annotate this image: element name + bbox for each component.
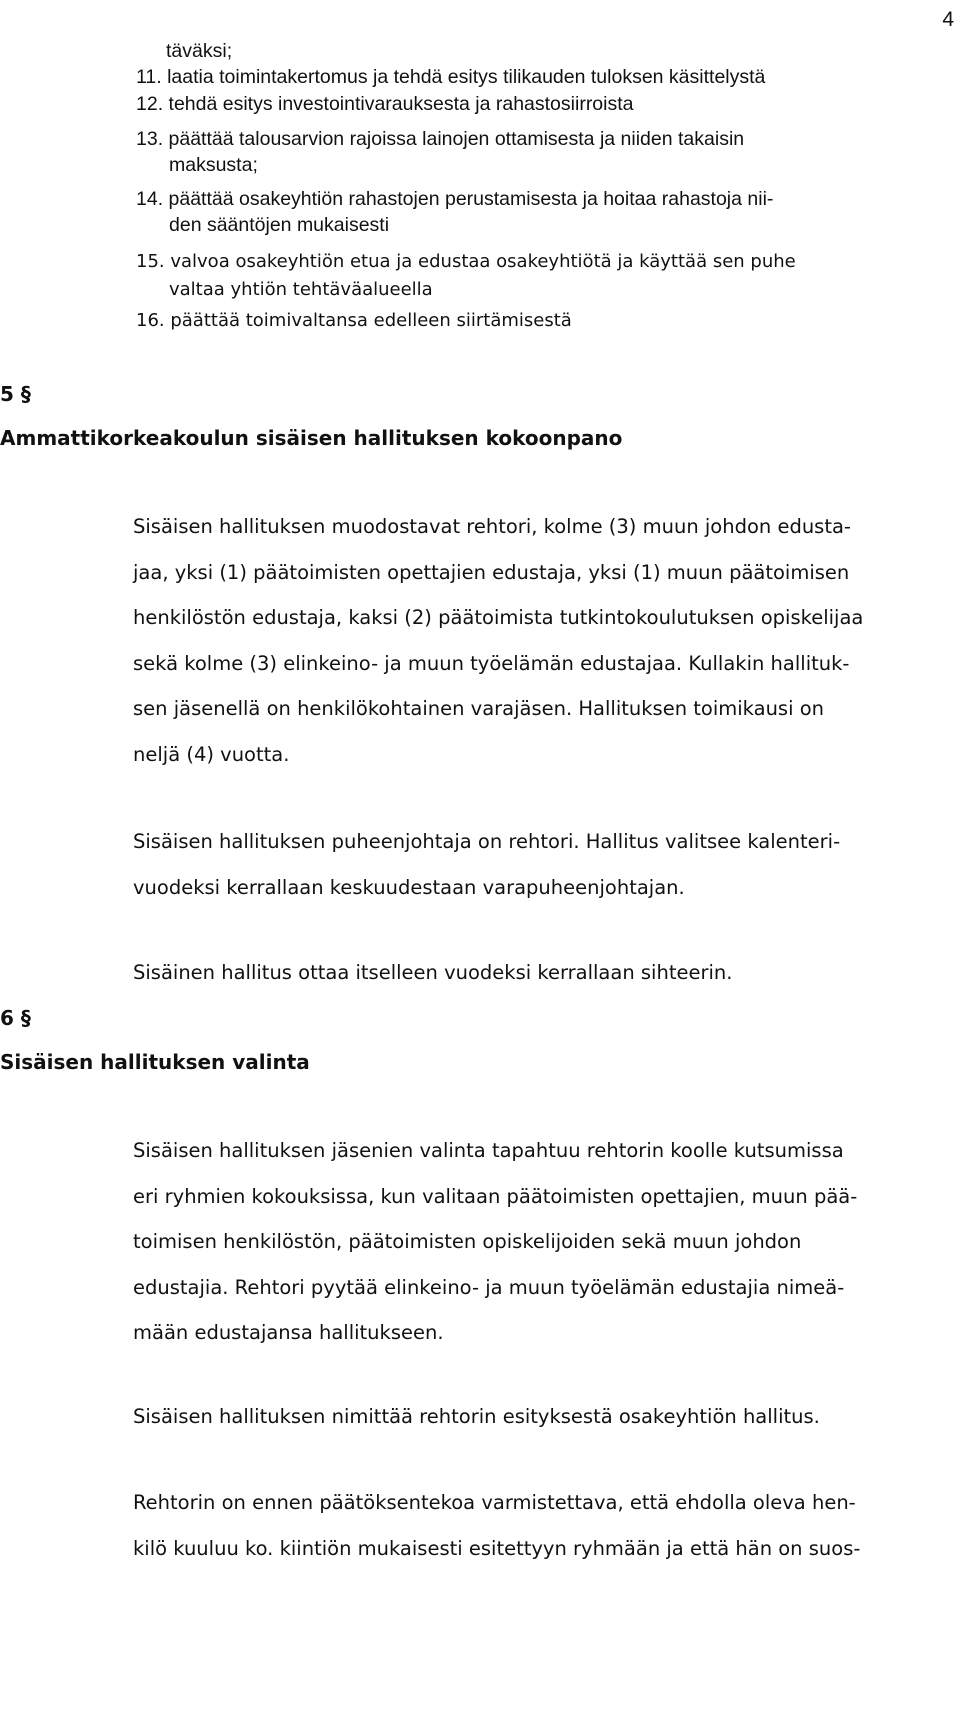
list-item-text: 14. päättää osakeyhtiön rahastojen perustamisesta ja hoitaa rahastoja nii- <box>136 188 774 210</box>
list-item-14 <box>136 186 773 238</box>
paragraph-line: Sisäisen hallituksen nimittää rehtorin esityksestä osakeyhtiön hallitus. <box>133 1405 820 1428</box>
section-5-paragraph-3 <box>133 950 873 996</box>
paragraph-line: sekä kolme (3) elinkeino- ja muun työelämän edustajaa. Kullakin hallituk- <box>133 651 850 675</box>
section-6-heading: 6 § <box>0 1006 31 1030</box>
list-item-15 <box>136 248 796 304</box>
section-5-title: Ammattikorkeakoulun sisäisen hallituksen kokoonpano <box>0 426 623 450</box>
list-item-text: 16. päättää toimivaltansa edelleen siirtämisestä <box>136 310 572 331</box>
list-item-text: 15. valvoa osakeyhtiön etua ja edustaa osakeyhtiötä ja käyttää sen puhe <box>136 251 796 272</box>
section-5-heading: 5 § <box>0 382 31 406</box>
list-item-text-continued: maksusta; <box>169 154 258 176</box>
paragraph-line: kilö kuuluu ko. kiintiön mukaisesti esitettyyn ryhmään ja että hän on suos- <box>133 1536 861 1560</box>
list-continuation-text: täväksi; <box>166 40 233 62</box>
section-6-paragraph-1 <box>133 1128 873 1356</box>
list-item-16 <box>136 308 572 334</box>
list-item-text: 12. tehdä esitys investointivarauksesta ja rahastosiirroista <box>136 93 634 115</box>
paragraph-line: toimisen henkilöstön, päätoimisten opiskelijoiden sekä muun johdon <box>133 1230 802 1253</box>
paragraph-line: sen jäsenellä on henkilökohtainen varajäsen. Hallituksen toimikausi on <box>133 697 824 720</box>
paragraph-line: Sisäisen hallituksen puheenjohtaja on rehtori. Hallitus valitsee kalenteri- <box>133 830 841 853</box>
paragraph-line: mään edustajansa hallitukseen. <box>133 1321 444 1344</box>
paragraph-line: eri ryhmien kokouksissa, kun valitaan päätoimisten opettajien, muun pää- <box>133 1184 858 1208</box>
paragraph-line: Rehtorin on ennen päätöksentekoa varmistettava, että ehdolla oleva hen- <box>133 1491 856 1514</box>
paragraph-line: Sisäisen hallituksen jäsenien valinta tapahtuu rehtorin koolle kutsumissa <box>133 1139 844 1162</box>
list-item-text-continued: valtaa yhtiön tehtäväalueella <box>169 279 433 300</box>
list-item-text: 11. laatia toimintakertomus ja tehdä esitys tilikauden tuloksen käsittelystä <box>136 66 766 88</box>
paragraph-line: jaa, yksi (1) päätoimisten opettajien edustaja, yksi (1) muun päätoimisen <box>133 560 850 584</box>
paragraph-line: henkilöstön edustaja, kaksi (2) päätoimista tutkintokoulutuksen opiskelijaa <box>133 606 864 629</box>
paragraph-line: Sisäinen hallitus ottaa itselleen vuodeksi kerrallaan sihteerin. <box>133 961 733 984</box>
list-item-text-continued: den sääntöjen mukaisesti <box>169 214 390 236</box>
paragraph-line: vuodeksi kerrallaan keskuudestaan varapuheenjohtajan. <box>133 875 685 899</box>
section-5-paragraph-1 <box>133 504 873 777</box>
list-item-text: 13. päättää talousarvion rajoissa lainojen ottamisesta ja niiden takaisin <box>136 128 745 150</box>
section-6-title: Sisäisen hallituksen valinta <box>0 1050 310 1074</box>
list-item-11 <box>136 64 765 90</box>
paragraph-line: Sisäisen hallituksen muodostavat rehtori, kolme (3) muun johdon edusta- <box>133 515 851 538</box>
list-item-12 <box>136 91 634 117</box>
list-item-13 <box>136 126 744 178</box>
paragraph-line: edustajia. Rehtori pyytää elinkeino- ja muun työelämän edustajia nimeä- <box>133 1275 845 1299</box>
paragraph-line: neljä (4) vuotta. <box>133 742 290 766</box>
page-number: 4 <box>942 8 954 31</box>
list-continuation <box>166 38 232 64</box>
section-6-paragraph-3 <box>133 1480 873 1571</box>
section-5-paragraph-2 <box>133 819 873 910</box>
section-6-paragraph-2 <box>133 1394 873 1440</box>
